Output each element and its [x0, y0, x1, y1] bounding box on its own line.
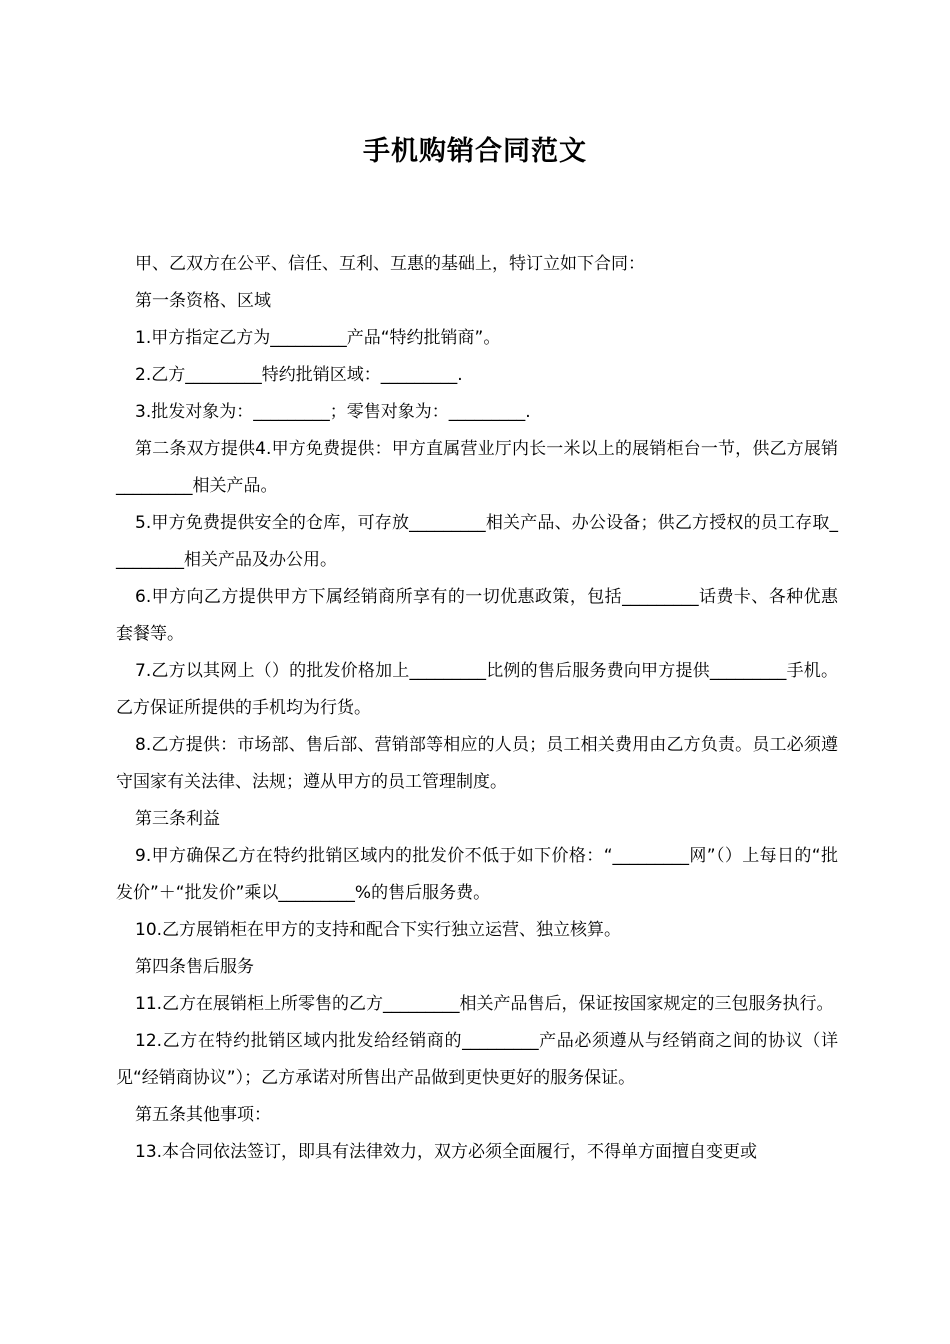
clause-4: 第二条双方提供4.甲方免费提供：甲方直属营业厅内长一米以上的展销柜台一节，供乙方展销_________相关产品。	[116, 439, 838, 496]
section-heading-3: 第三条利益	[135, 809, 220, 829]
clause-11: 11.乙方在展销柜上所零售的乙方_________相关产品售后，保证按国家规定的三包服务执行。	[135, 994, 834, 1014]
clause-8: 8.乙方提供：市场部、售后部、营销部等相应的人员；员工相关费用由乙方负责。员工必须遵守国家有关法律、法规；遵从甲方的员工管理制度。	[116, 735, 838, 792]
document-body	[116, 246, 838, 1171]
clause-12: 12.乙方在特约批销区域内批发给经销商的_________产品必须遵从与经销商之间的协议（详见“经销商协议”）；乙方承诺对所售出产品做到更快更好的服务保证。	[116, 1031, 838, 1088]
clause-9: 9.甲方确保乙方在特约批销区域内的批发价不低于如下价格：“_________网”（）上每日的“批发价”＋“批发价”乘以_________%的售后服务费。	[116, 846, 838, 903]
clause-7: 7.乙方以其网上（）的批发价格加上_________比例的售后服务费向甲方提供_________手机。乙方保证所提供的手机均为行货。	[116, 661, 838, 718]
paragraph-intro: 甲、乙双方在公平、信任、互利、互惠的基础上，特订立如下合同：	[135, 254, 645, 274]
section-heading-4: 第四条售后服务	[135, 957, 254, 977]
clause-1: 1.甲方指定乙方为_________产品“特约批销商”。	[135, 328, 501, 348]
clause-6: 6.甲方向乙方提供甲方下属经销商所享有的一切优惠政策，包括_________话费卡、各种优惠套餐等。	[116, 587, 838, 644]
clause-2: 2.乙方_________特约批销区域：_________.	[135, 365, 463, 385]
clause-5: 5.甲方免费提供安全的仓库，可存放_________相关产品、办公设备；供乙方授权的员工存取_________相关产品及办公用。	[116, 513, 838, 570]
section-heading-1: 第一条资格、区域	[135, 291, 271, 311]
section-heading-5: 第五条其他事项：	[135, 1105, 271, 1125]
clause-10: 10.乙方展销柜在甲方的支持和配合下实行独立运营、独立核算。	[135, 920, 622, 940]
document-title: 手机购销合同范文	[363, 136, 587, 167]
clause-13: 13.本合同依法签订，即具有法律效力，双方必须全面履行，不得单方面擅自变更或	[135, 1142, 758, 1162]
clause-3: 3.批发对象为：_________；零售对象为：_________.	[135, 402, 531, 422]
